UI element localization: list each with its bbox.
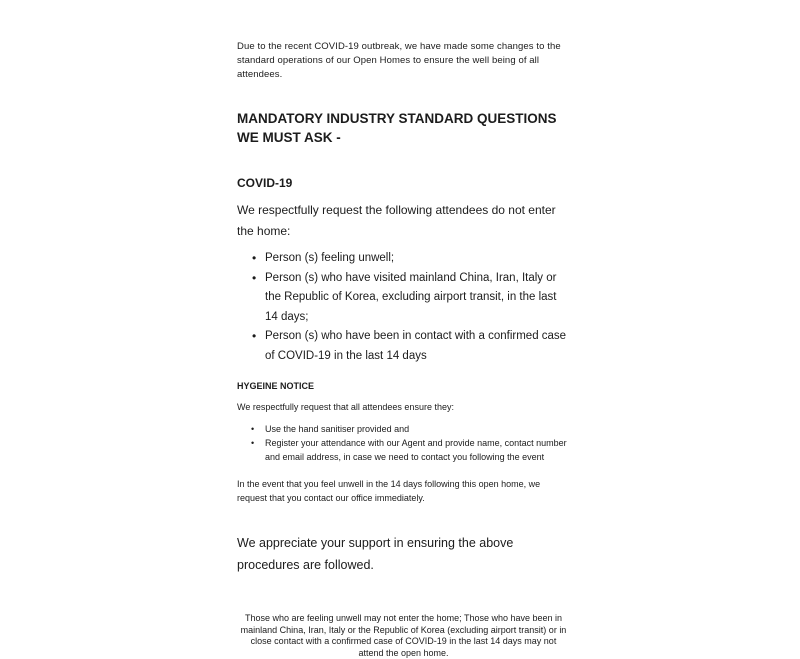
list-item: • Use the hand sanitiser provided and xyxy=(237,422,570,436)
covid-bullet-list xyxy=(237,249,570,366)
closing-text: We appreciate your support in ensuring the above procedures are followed. xyxy=(237,536,514,572)
covid-section-heading: COVID-19 xyxy=(237,176,293,190)
footer-summary-note: Those who are feeling unwell may not enter the home; Those who have been in mainland China, Iran, Italy or the Republic of Korea (excluding airport transit) or in close contact with a confirmed case of COVID-19 in the last 14 days may not attend the open home. xyxy=(240,613,567,658)
list-item: • Register your attendance with our Agent and provide name, contact number and email address, in case we need to contact you following the event xyxy=(237,436,570,464)
hygiene-section-heading: HYGEINE NOTICE xyxy=(237,381,315,391)
unwell-followup-text: In the event that you feel unwell in the 14 days following this open home, we request that you contact our office immediately. xyxy=(237,479,541,503)
list-item: • Person (s) who have visited mainland China, Iran, Italy or the Republic of Korea, excluding airport transit, in the last 14 days; xyxy=(237,269,570,328)
covid-request-text: We respectfully request the following attendees do not enter the home: xyxy=(237,203,556,238)
list-item: • Person (s) feeling unwell; xyxy=(237,249,570,269)
list-item: • Person (s) who have been in contact with a confirmed case of COVID-19 in the last 14 days xyxy=(237,327,570,366)
hygiene-bullet-list xyxy=(237,422,570,464)
document-page xyxy=(237,40,570,659)
main-heading: MANDATORY INDUSTRY STANDARD QUESTIONS WE MUST ASK - xyxy=(237,111,557,145)
intro-paragraph: Due to the recent COVID-19 outbreak, we have made some changes to the standard operations of our Open Homes to ensure the well being of all attendees. xyxy=(237,41,561,80)
hygiene-request-text: We respectfully request that all attendees ensure they: xyxy=(237,402,454,412)
